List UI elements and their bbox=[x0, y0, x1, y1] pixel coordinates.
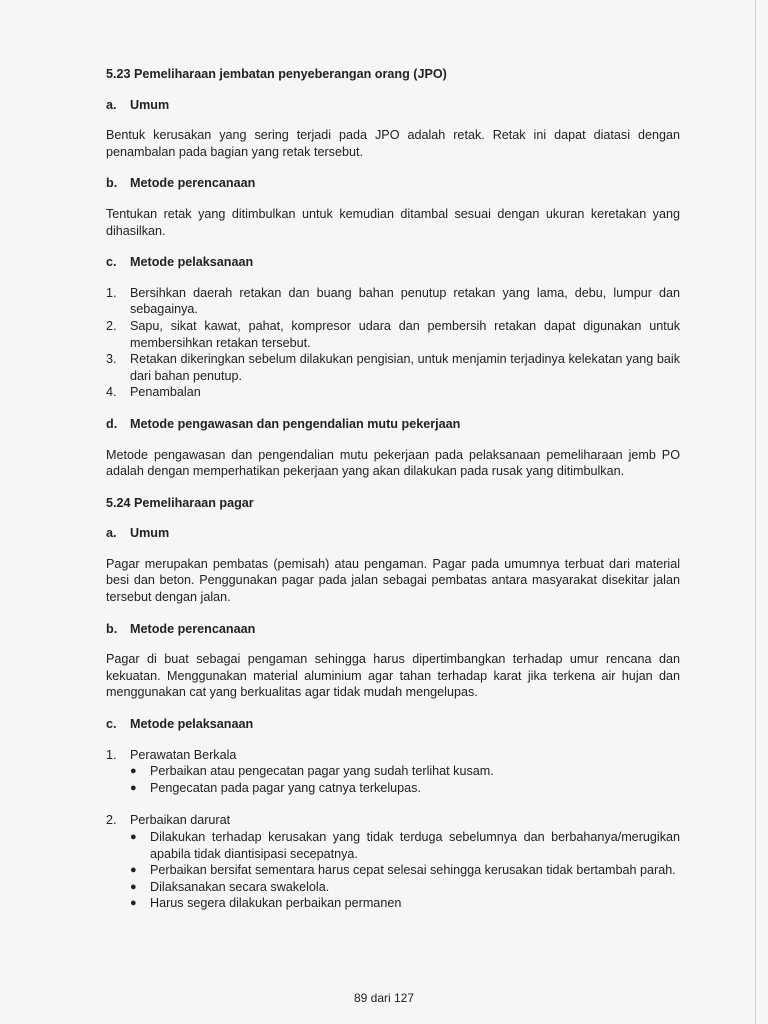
s523-b-letter: b. bbox=[106, 176, 118, 191]
s524-b-heading-text: Metode perencanaan bbox=[130, 621, 256, 636]
step-number: 3. bbox=[106, 352, 117, 367]
bullet-icon: ● bbox=[130, 864, 137, 877]
group-heading bbox=[106, 747, 680, 764]
bullet-list bbox=[106, 829, 680, 912]
s524-c-heading-text: Metode pelaksanaan bbox=[130, 717, 254, 732]
s523-b-heading bbox=[106, 175, 680, 192]
bullet-list bbox=[106, 763, 680, 796]
s523-c-letter: c. bbox=[106, 255, 117, 270]
list-item bbox=[106, 285, 680, 318]
list-item bbox=[106, 318, 680, 351]
list-item bbox=[106, 384, 680, 401]
step-text: Bersihkan daerah retakan dan buang bahan penutup retakan yang lama, debu, lumpur dan sebagainya. bbox=[130, 285, 680, 317]
step-text: Retakan dikeringkan sebelum dilakukan pengisian, untuk menjamin terjadinya kelekatan yang baik dari bahan penutup. bbox=[130, 352, 680, 383]
s524-c-group-2 bbox=[106, 812, 680, 912]
group-number: 1. bbox=[106, 747, 117, 762]
step-text: Penambalan bbox=[130, 385, 201, 400]
list-item bbox=[130, 780, 680, 797]
s523-a-heading-text: Umum bbox=[130, 97, 170, 112]
s524-c-heading bbox=[106, 716, 680, 733]
s523-d-heading bbox=[106, 416, 680, 433]
list-item bbox=[130, 862, 680, 879]
s523-c-steps-list bbox=[106, 285, 680, 401]
s523-d-heading-text: Metode pengawasan dan pengendalian mutu pekerjaan bbox=[130, 416, 461, 431]
section-5-23-title: 5.23 Pemeliharaan jembatan penyeberangan orang (JPO) bbox=[106, 67, 447, 81]
group-number: 2. bbox=[106, 813, 117, 828]
s523-a-heading bbox=[106, 97, 680, 114]
s524-c-group-1 bbox=[106, 747, 680, 797]
step-number: 1. bbox=[106, 285, 117, 300]
group-title: Perawatan Berkala bbox=[130, 747, 237, 762]
s524-b-letter: b. bbox=[106, 621, 118, 636]
bullet-icon: ● bbox=[130, 897, 137, 910]
s524-a-heading bbox=[106, 525, 680, 542]
s524-b-heading bbox=[106, 621, 680, 638]
s523-b-heading-text: Metode perencanaan bbox=[130, 176, 256, 191]
bullet-text: Dilaksanakan secara swakelola. bbox=[150, 879, 330, 894]
step-number: 4. bbox=[106, 385, 117, 400]
s523-d-letter: d. bbox=[106, 416, 118, 431]
bullet-icon: ● bbox=[130, 880, 137, 893]
bullet-text: Pengecatan pada pagar yang catnya terkelupas. bbox=[150, 780, 421, 795]
s524-a-heading-text: Umum bbox=[130, 526, 170, 541]
bullet-text: Harus segera dilakukan perbaikan permanen bbox=[150, 896, 402, 911]
s524-c-letter: c. bbox=[106, 717, 117, 732]
s523-c-heading bbox=[106, 254, 680, 271]
step-number: 2. bbox=[106, 318, 117, 333]
group-title: Perbaikan darurat bbox=[130, 813, 231, 828]
page-edge-line bbox=[755, 0, 756, 1024]
bullet-icon: ● bbox=[130, 781, 137, 794]
bullet-icon: ● bbox=[130, 765, 137, 778]
group-heading bbox=[106, 812, 680, 829]
list-item bbox=[130, 763, 680, 780]
bullet-text: Perbaikan bersifat sementara harus cepat selesai sehingga kerusakan tidak bertambah parah. bbox=[150, 863, 676, 878]
list-item bbox=[106, 351, 680, 384]
s523-a-paragraph: Bentuk kerusakan yang sering terjadi pada JPO adalah retak. Retak ini dapat diatasi dengan penambalan pada bagian yang retak tersebut. bbox=[106, 128, 680, 159]
s523-c-heading-text: Metode pelaksanaan bbox=[130, 255, 254, 270]
list-item bbox=[130, 829, 680, 862]
bullet-text: Dilakukan terhadap kerusakan yang tidak terduga sebelumnya dan berbahanya/merugikan apabila tidak diantisipasi secepatnya. bbox=[150, 830, 680, 861]
section-5-24-title: 5.24 Pemeliharaan pagar bbox=[106, 495, 254, 510]
s523-a-letter: a. bbox=[106, 97, 117, 112]
s524-a-letter: a. bbox=[106, 526, 117, 541]
bullet-text: Perbaikan atau pengecatan pagar yang sudah terlihat kusam. bbox=[150, 764, 494, 779]
bullet-icon: ● bbox=[130, 831, 137, 843]
s524-a-paragraph: Pagar merupakan pembatas (pemisah) atau pengaman. Pagar pada umumnya terbuat dari material besi dan beton. Penggunakan pagar pada jalan sebagai pembatas antara masyarakat disekitar jalan tersebut dengan jalan. bbox=[106, 556, 680, 605]
s523-b-paragraph: Tentukan retak yang ditimbulkan untuk kemudian ditambal sesuai dengan ukuran keretakan yang dihasilkan. bbox=[106, 206, 680, 238]
step-text: Sapu, sikat kawat, pahat, kompresor udara dan pembersih retakan dapat digunakan untuk membersihkan retakan tersebut. bbox=[130, 318, 680, 350]
list-item bbox=[130, 879, 680, 896]
page-number-footer: 89 dari 127 bbox=[353, 991, 415, 1005]
s524-b-paragraph: Pagar di buat sebagai pengaman sehingga harus dipertimbangkan terhadap umur rencana dan kekuatan. Menggunakan material aluminium agar tahan terhadap karat jika terkena air hujan dan menggunakan cat yang berkualitas agar tidak mudah mengelupas. bbox=[106, 652, 680, 700]
s523-d-paragraph: Metode pengawasan dan pengendalian mutu pekerjaan pada pelaksanaan pemeliharaan jemb PO adalah dengan memperhatikan pekerjaan yang akan dilakukan pada rusak yang ditimbulkan. bbox=[106, 447, 680, 479]
list-item bbox=[130, 895, 680, 912]
